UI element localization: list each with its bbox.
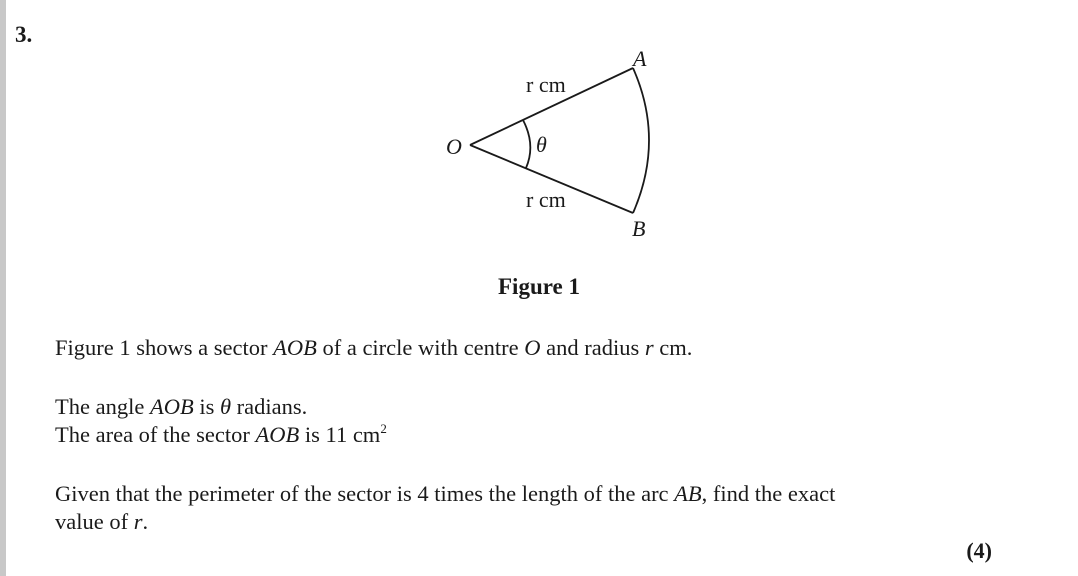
figure-caption: Figure 1 [498, 274, 580, 299]
label-B: B [632, 216, 646, 241]
label-top-radius: r cm [526, 72, 566, 97]
arc-AB [633, 68, 649, 213]
label-O: O [446, 134, 462, 159]
paragraph-given [55, 393, 955, 449]
angle-arc [523, 120, 530, 168]
text-line-4: Given that the perimeter of the sector is 4 times the length of the arc AB, find the exact [55, 481, 836, 506]
marks-label: (4) [966, 538, 992, 563]
label-theta: θ [536, 132, 547, 157]
paragraph-task [55, 480, 955, 536]
paragraph-intro [55, 334, 955, 362]
label-A: A [633, 46, 647, 71]
text-line-2: The angle AOB is θ radians. [55, 394, 308, 419]
text-line-1: Figure 1 shows a sector AOB of a circle with centre O and radius r cm. [55, 335, 693, 360]
label-bottom-radius: r cm [526, 187, 566, 212]
question-number: 3. [15, 22, 33, 47]
text-line-5: value of r. [55, 509, 149, 534]
text-line-3: The area of the sector AOB is 11 $cm^2$ [55, 421, 387, 447]
